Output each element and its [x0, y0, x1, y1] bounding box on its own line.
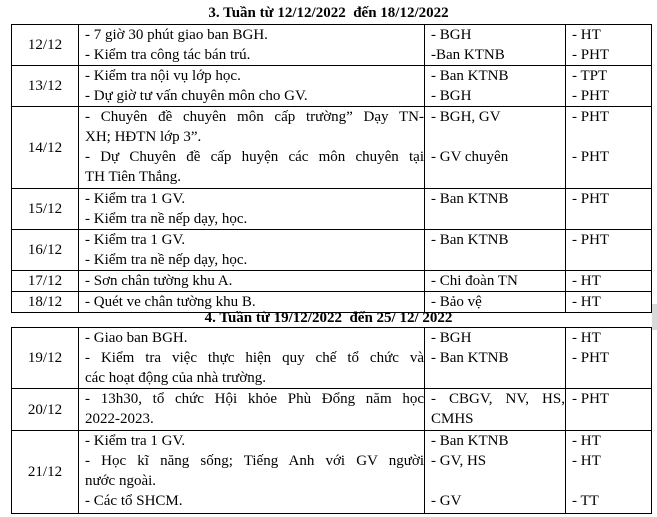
task-line: - Học kĩ năng sống; Tiếng Anh với GV người	[85, 453, 424, 469]
owner-cell	[425, 25, 566, 66]
task-line: - Kiểm tra 1 GV.	[85, 433, 186, 449]
owner-line: - GV, HS	[431, 453, 487, 469]
table-row	[12, 25, 652, 66]
lead-line: - TT	[572, 493, 599, 509]
task-line: - Giao ban BGH.	[85, 330, 188, 346]
task-line: - 7 giờ 30 phút giao ban BGH.	[85, 27, 268, 43]
owner-cell	[425, 189, 566, 230]
table-row	[12, 107, 652, 189]
task-cell	[79, 230, 425, 271]
owner-cell	[425, 230, 566, 271]
lead-line: - PHT	[572, 350, 610, 366]
owner-line: - Ban KTNB	[431, 68, 509, 84]
task-cell	[79, 189, 425, 230]
task-line: - 13h30, tổ chức Hội khỏe Phù Đổng năm học	[85, 391, 424, 407]
task-line: - Chuyên đề chuyên môn cấp trường” Dạy TN-	[85, 109, 424, 125]
owner-cell	[425, 389, 566, 431]
owner-line: - GV	[431, 493, 462, 509]
owner-line: CMHS	[431, 411, 474, 427]
owner-line: -Ban KTNB	[431, 47, 505, 63]
owner-line: - CBGV, NV, HS,	[431, 391, 565, 407]
lead-cell	[566, 328, 652, 389]
lead-line: - PHT	[572, 149, 610, 165]
lead-line: - HT	[572, 273, 601, 289]
task-line: - Kiểm tra nề nếp dạy, học.	[85, 211, 248, 227]
owner-cell	[425, 271, 566, 292]
lead-line: - TPT	[572, 68, 608, 84]
task-line: - Kiểm tra công tác bán trú.	[85, 47, 251, 63]
table-row	[12, 230, 652, 271]
task-line: - Dự Chuyên đề cấp huyện các môn chuyên tại	[85, 149, 424, 165]
task-line: - Kiểm tra 1 GV.	[85, 232, 186, 248]
owner-line: - GV chuyên	[431, 149, 509, 165]
table-row	[12, 389, 652, 431]
table-row	[12, 431, 652, 514]
lead-line: - HT	[572, 433, 601, 449]
page-edge-marker	[652, 304, 657, 330]
date-cell: 13/12	[12, 66, 79, 107]
table-row	[12, 189, 652, 230]
lead-cell	[566, 389, 652, 431]
task-line: - Sơn chân tường khu A.	[85, 273, 233, 289]
owner-line: - Ban KTNB	[431, 433, 509, 449]
task-line: các hoạt động của nhà trường.	[85, 370, 266, 386]
lead-cell	[566, 271, 652, 292]
lead-cell	[566, 431, 652, 514]
table-row	[12, 66, 652, 107]
lead-cell	[566, 189, 652, 230]
owner-cell	[425, 328, 566, 389]
week3-heading: 3. Tuần từ 12/12/2022 đến 18/12/2022	[208, 5, 449, 21]
date-cell: 12/12	[12, 25, 79, 66]
week3-schedule-table	[11, 24, 652, 313]
lead-cell	[566, 66, 652, 107]
task-cell	[79, 271, 425, 292]
owner-line: - BGH, GV	[431, 109, 501, 125]
lead-cell	[566, 107, 652, 189]
task-cell	[79, 389, 425, 431]
lead-line: - HT	[572, 27, 601, 43]
owner-line: - Ban KTNB	[431, 232, 509, 248]
owner-line: - BGH	[431, 330, 472, 346]
table-row	[12, 328, 652, 389]
lead-line: - HT	[572, 330, 601, 346]
owner-cell	[425, 66, 566, 107]
owner-line: - BGH	[431, 88, 472, 104]
task-line: - Các tổ SHCM.	[85, 493, 183, 509]
task-line: - Kiểm tra nội vụ lớp học.	[85, 68, 241, 84]
lead-line: - HT	[572, 294, 601, 310]
task-cell	[79, 328, 425, 389]
owner-cell	[425, 431, 566, 514]
date-cell: 21/12	[12, 431, 79, 514]
date-cell: 18/12	[12, 292, 79, 313]
lead-line: - PHT	[572, 47, 610, 63]
table-row	[12, 271, 652, 292]
lead-cell	[566, 230, 652, 271]
lead-line: - PHT	[572, 88, 610, 104]
task-line: - Dự giờ tư vấn chuyên môn cho GV.	[85, 88, 308, 104]
owner-line: - BGH	[431, 27, 472, 43]
lead-line: - PHT	[572, 109, 610, 125]
task-cell	[79, 25, 425, 66]
week4-schedule-table	[11, 327, 652, 514]
date-cell: 14/12	[12, 107, 79, 189]
lead-cell	[566, 25, 652, 66]
task-line: - Quét ve chân tường khu B.	[85, 294, 256, 310]
task-line: nước ngoài.	[85, 473, 157, 489]
task-line: XH; HĐTN lớp 3”.	[85, 129, 202, 145]
task-line: 2022-2023.	[85, 411, 154, 427]
date-cell: 20/12	[12, 389, 79, 431]
owner-cell	[425, 107, 566, 189]
lead-line: - PHT	[572, 191, 610, 207]
task-cell	[79, 107, 425, 189]
date-cell: 19/12	[12, 328, 79, 389]
date-cell: 16/12	[12, 230, 79, 271]
owner-line: - Bảo vệ	[431, 294, 482, 310]
date-cell: 15/12	[12, 189, 79, 230]
lead-line: - PHT	[572, 391, 610, 407]
task-line: TH Tiên Thắng.	[85, 169, 181, 185]
task-line: - Kiểm tra việc thực hiện quy chế tổ chức và	[85, 350, 424, 366]
task-line: - Kiểm tra 1 GV.	[85, 191, 186, 207]
lead-line: - HT	[572, 453, 601, 469]
week4-heading: 4. Tuần từ 19/12/2022 đến 25/ 12/ 2022	[204, 310, 453, 326]
date-cell: 17/12	[12, 271, 79, 292]
task-cell	[79, 66, 425, 107]
lead-line: - PHT	[572, 232, 610, 248]
owner-line: - Chi đoàn TN	[431, 273, 518, 289]
owner-line: - Ban KTNB	[431, 191, 509, 207]
owner-line: - Ban KTNB	[431, 350, 509, 366]
task-line: - Kiểm tra nề nếp dạy, học.	[85, 252, 248, 268]
task-cell	[79, 431, 425, 514]
